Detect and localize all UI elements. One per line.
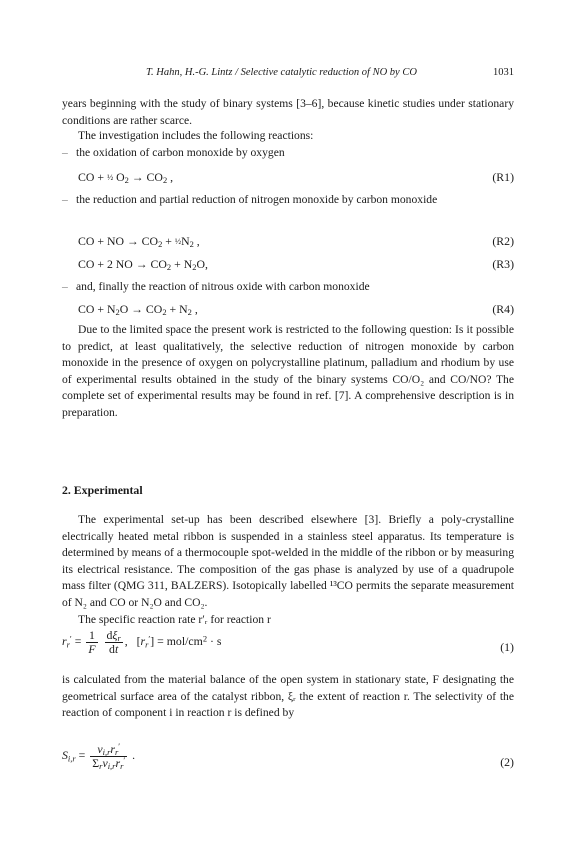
equation-r4-number: (R4) — [492, 302, 514, 316]
equation-1: $r_r'$ = $\frac{1}{F}$ $\frac{d\xi_r}{dt}$ , $[r_r'] = mol/cm^2 \cdot s$ — [62, 628, 222, 656]
bullet-text: and, finally the reaction of nitrous oxide with carbon monoxide — [76, 280, 370, 293]
bullet-dash: – — [62, 280, 68, 293]
equation-2-number: (2) — [500, 755, 514, 769]
equation-2: $S_{i,r}$ = $\frac{\nu_{i,r}r_r'}{\Sigma_r\nu_{i,r}r_r'}$ . — [62, 741, 136, 772]
equation-r3: CO + 2 NO → $CO_2 + N_2O$, — [78, 257, 208, 273]
paragraph-scope: Due to the limited space the present work is restricted to the following question: Is it possible to predict, at least qualitatively, the selective reduction of nitrogen monoxide by carbon monoxide in the presence of oxygen on polycrystalline platinum, palladium and rhodium by use of experimental results obtained in the study of the binary systems CO/O₂ and CO/NO? The complete set of experimental results may be found in ref. [7]. A comprehensive description is in preparation. — [62, 323, 514, 419]
paragraph-rate-intro: The specific reaction rate r′ᵣ for reaction r — [78, 613, 271, 626]
fraction-dxi-dt: $\frac{d\xi_r}{dt}$ — [106, 628, 121, 656]
page-number: 1031 — [493, 67, 514, 78]
section-heading-experimental: 2. Experimental — [62, 483, 143, 497]
bullet-oxidation — [62, 145, 514, 162]
equation-1-number: (1) — [500, 640, 514, 654]
bullet-dash: – — [62, 146, 68, 159]
equation-r4: CO + $N_2O \to CO_2 + N_2$ , — [78, 302, 198, 318]
equation-r2-number: (R2) — [492, 234, 514, 248]
paragraph-material-balance: is calculated from the material balance of the open system in stationary state, F designating the geometrical surface area of the catalyst ribbon, ξᵣ the extent of reaction r. The selectivity of the reaction of component i in reaction r is defined by — [62, 673, 514, 720]
bullet-nitrous-oxide — [62, 279, 514, 296]
bullet-text: the oxidation of carbon monoxide by oxygen — [76, 146, 285, 159]
bullet-dash: – — [62, 193, 68, 206]
equation-r2: CO + NO → $CO_2$ + $\frac{1}{2}N_2$ , — [78, 234, 200, 250]
paragraph-continued: years beginning with the study of binary systems [3–6], because kinetic studies under stationary conditions are rather scarce. — [62, 97, 514, 127]
paragraph-reactions-intro: The investigation includes the following reactions: — [78, 129, 314, 142]
running-title: T. Hahn, H.-G. Lintz / Selective catalytic reduction of NO by CO — [146, 67, 417, 78]
bullet-reduction-text: the reduction and partial reduction of nitrogen monoxide by carbon monoxide — [76, 193, 438, 206]
fraction-selectivity: $\frac{\nu_{i,r}r_r'}{\Sigma_r\nu_{i,r}r_r'}$ — [92, 741, 126, 772]
fraction-one-over-f: $\frac{1}{F}$ — [88, 628, 96, 656]
paragraph-setup: The experimental set-up has been described elsewhere [3]. Briefly a poly-crystalline electrically heated metal ribbon is suspended in a stainless steel apparatus. Its temperature is determined by means of a thermocouple spot-welded in the middle of the ribbon or by measuring its electrical resistance. The composition of the gas phase is analyzed by use of a quadrupole mass filter (QMG 311, BALZERS). Isotopically labelled ¹³CO permits the separate measurement of N₂ and CO or N₂O and CO₂. — [62, 513, 514, 609]
equation-r1: CO + ½ $O_2 \to CO_2$ , — [78, 170, 174, 186]
equation-r1-number: (R1) — [492, 170, 514, 184]
equation-r3-number: (R3) — [492, 257, 514, 271]
